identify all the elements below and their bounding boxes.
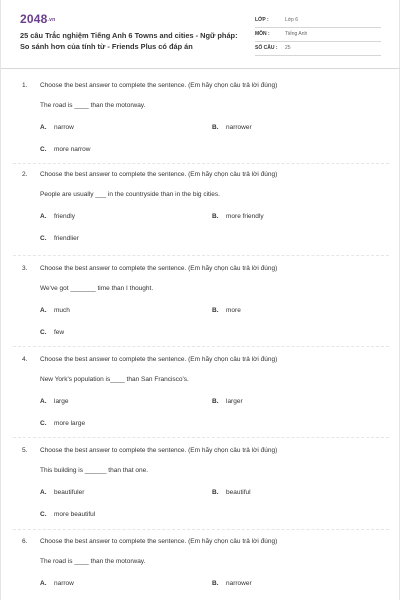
option-text: more [226,307,241,314]
option-text: more narrow [54,146,91,153]
option-key: A. [40,398,47,405]
option-text: larger [226,398,243,405]
question-number: 4. [22,356,28,363]
option-c[interactable] [40,235,79,242]
meta-count-value: 25 [285,45,291,51]
option-key: C. [40,511,47,518]
question-prompt: Choose the best answer to complete the sentence. (Em hãy chọn câu trả lời đúng) [40,356,278,363]
question-sentence: New York's population is____ than San Francisco's. [40,376,189,383]
option-a[interactable] [40,489,84,496]
option-a[interactable] [40,580,74,587]
option-b[interactable] [212,489,251,496]
option-key: C. [40,329,47,336]
question-number: 3. [22,265,28,272]
question-divider [13,529,389,530]
option-text: friendly [54,213,75,220]
option-text: narrower [226,124,252,131]
option-key: A. [40,307,47,314]
option-key: A. [40,489,47,496]
option-b[interactable] [212,580,252,587]
question-prompt: Choose the best answer to complete the sentence. (Em hãy chọn câu trả lời đúng) [40,447,278,454]
question-number: 6. [22,538,28,545]
meta-count-label: SỐ CÂU : [255,45,278,51]
option-key: B. [212,213,219,220]
option-c[interactable] [40,420,85,427]
option-text: beautiful [226,489,251,496]
option-key: A. [40,580,47,587]
option-text: more large [54,420,86,427]
option-key: B. [212,124,219,131]
question-sentence: People are usually ___ in the countryside than in the big cities. [40,191,220,198]
option-key: A. [40,213,47,220]
question-sentence: The road is ____ than the motorway. [40,102,146,109]
option-a[interactable] [40,398,68,405]
option-text: much [54,307,70,314]
option-key: B. [212,307,219,314]
question-prompt: Choose the best answer to complete the sentence. (Em hãy chọn câu trả lời đúng) [40,538,278,545]
option-key: C. [40,420,47,427]
question-divider [13,255,389,256]
option-c[interactable] [40,146,90,153]
meta-class-label: LỚP : [255,17,269,23]
option-text: more beautiful [54,511,96,518]
option-text: friendlier [54,235,79,242]
question-sentence: We've got _______ time than I thought. [40,285,154,292]
option-key: A. [40,124,47,131]
meta-divider [255,41,381,42]
meta-divider [255,27,381,28]
question-prompt: Choose the best answer to complete the sentence. (Em hãy chọn câu trả lời đúng) [40,265,278,272]
option-b[interactable] [212,307,241,314]
question-number: 1. [22,82,28,89]
option-text: narrow [54,580,74,587]
question-prompt: Choose the best answer to complete the sentence. (Em hãy chọn câu trả lời đúng) [40,82,278,89]
worksheet-title: 25 câu Trắc nghiệm Tiếng Anh 6 Towns and cities - Ngữ pháp: So sánh hơn của tính từ - Friends Plus có đáp án [20,31,238,51]
option-b[interactable] [212,398,243,405]
logo-suffix: .vn [47,16,56,23]
option-c[interactable] [40,511,95,518]
option-a[interactable] [40,213,75,220]
header-divider [1,68,400,69]
option-key: C. [40,235,47,242]
option-text: more friendly [226,213,264,220]
question-number: 2. [22,171,28,178]
meta-subject-label: MÔN : [255,31,270,37]
question-prompt: Choose the best answer to complete the sentence. (Em hãy chọn câu trả lời đúng) [40,171,278,178]
site-logo[interactable] [20,12,55,26]
worksheet-header [1,0,400,68]
question-divider [13,437,389,438]
option-key: B. [212,398,219,405]
question-sentence: The road is ____ than the motorway. [40,558,146,565]
meta-divider [255,55,381,56]
question-number: 5. [22,447,28,454]
meta-class-value: Lớp 6 [285,17,299,23]
option-text: narrower [226,580,252,587]
option-text: beautifuler [54,489,85,496]
option-a[interactable] [40,307,70,314]
option-text: few [54,329,65,336]
option-key: B. [212,489,219,496]
option-text: narrow [54,124,74,131]
option-b[interactable] [212,213,264,220]
question-sentence: This building is ______ than that one. [40,467,149,474]
option-key: B. [212,580,219,587]
option-b[interactable] [212,124,252,131]
logo-text: 2048 [20,12,48,26]
option-c[interactable] [40,329,64,336]
option-a[interactable] [40,124,74,131]
question-divider [13,346,389,347]
option-key: C. [40,146,47,153]
meta-subject-value: Tiếng Anh [285,31,308,37]
question-divider [13,163,389,164]
option-text: large [54,398,69,405]
